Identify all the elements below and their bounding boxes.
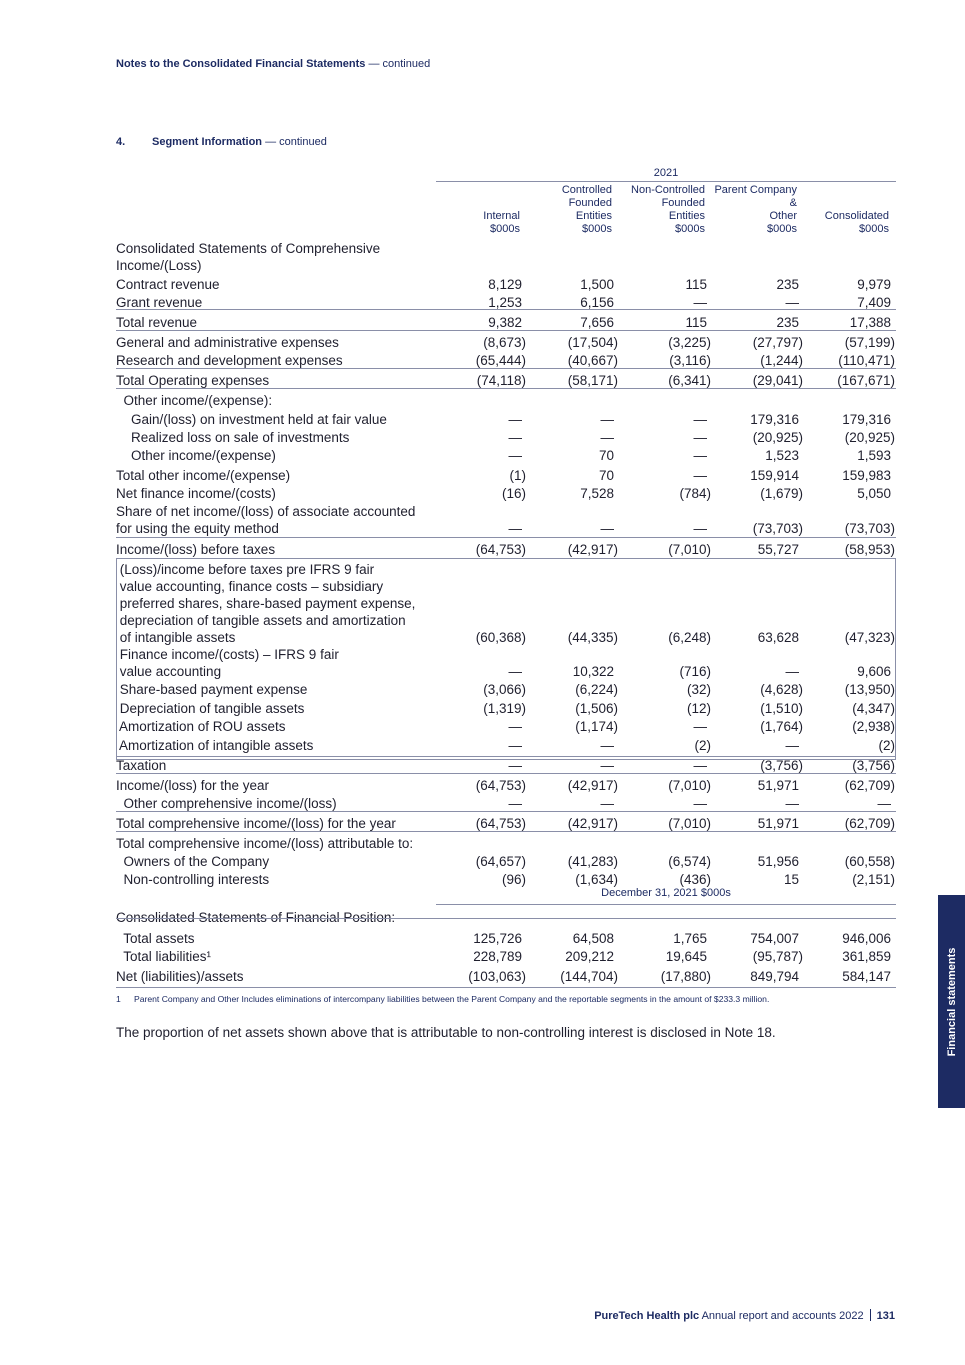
table-rule	[116, 330, 896, 331]
table-rule	[116, 537, 896, 538]
table-cell: —	[693, 295, 707, 310]
row-label: Share-based payment expense	[116, 682, 308, 697]
table-cell: 361,859	[842, 949, 891, 964]
side-tab[interactable]	[938, 895, 965, 1108]
side-tab-label: Financial statements	[945, 947, 958, 1056]
table-cell: 51,971	[757, 816, 799, 831]
table-cell: 6,156	[580, 295, 614, 310]
table-cell: 115	[685, 277, 707, 292]
table-cell: (42,917)	[567, 778, 618, 793]
table-cell: (3,066)	[483, 682, 526, 697]
table-cell: (7,010)	[668, 778, 711, 793]
table-cell: (7,010)	[668, 542, 711, 557]
running-suffix: — continued	[368, 58, 431, 70]
table-cell: (65,444)	[475, 353, 526, 368]
row-label: Net (liabilities)/assets	[116, 969, 244, 984]
section-number: 4.	[116, 136, 126, 148]
column-header: Consolidated $000s	[824, 210, 889, 235]
table-cell: (7,010)	[668, 816, 711, 831]
column-header: Controlled Founded Entities $000s	[561, 184, 612, 235]
table-cell: 179,316	[842, 412, 891, 427]
row-label: Finance income/(costs) – IFRS 9 fair value accounting	[119, 647, 339, 679]
table-cell: —	[600, 738, 614, 753]
table-cell: (17,504)	[567, 335, 618, 350]
row-label: Research and development expenses	[116, 353, 343, 368]
table-cell: (64,657)	[475, 854, 526, 869]
table-cell: (64,753)	[475, 542, 526, 557]
table-cell: 235	[776, 277, 799, 292]
year-header: 2021	[653, 167, 679, 179]
table-cell: (784)	[679, 486, 711, 501]
footer-company: PureTech Health plc	[594, 1310, 700, 1322]
table-cell: 51,971	[757, 778, 799, 793]
table-cell: —	[508, 664, 522, 679]
footer-report: Annual report and accounts 2022	[701, 1310, 864, 1322]
row-label: (Loss)/income before taxes pre IFRS 9 fair value accounting, finance costs – subsidiary preferred shares, share-based payment expense, depreciation of tangible assets and amortization of intangible assets	[119, 562, 416, 645]
table-cell: 115	[685, 315, 707, 330]
row-label: Other comprehensive income/(loss)	[116, 796, 337, 811]
row-label: Net finance income/(costs)	[116, 486, 276, 501]
table-cell: 9,382	[488, 315, 522, 330]
table-cell: (3,756)	[760, 758, 803, 773]
table-cell: (1,679)	[760, 486, 803, 501]
row-label: Total assets	[116, 931, 195, 946]
table-cell: (1,174)	[575, 719, 618, 734]
row-label: Total comprehensive income/(loss) for the year	[116, 816, 396, 831]
table-cell: (42,917)	[567, 816, 618, 831]
column-header: Non-Controlled Founded Entities $000s	[631, 184, 705, 235]
row-label: Income/(loss) for the year	[116, 778, 270, 793]
table-cell: 5,050	[857, 486, 891, 501]
row-label: Total liabilities¹	[116, 949, 212, 964]
table-cell: (17,880)	[660, 969, 711, 984]
table-cell: (1,244)	[760, 353, 803, 368]
row-label: Amortization of ROU assets	[116, 719, 286, 734]
table-cell: (6,248)	[668, 630, 711, 645]
row-label: Depreciation of tangible assets	[116, 701, 305, 716]
table-cell: 63,628	[757, 630, 799, 645]
table-cell: (2)	[694, 738, 711, 753]
table-cell: (64,753)	[475, 778, 526, 793]
table-cell: —	[600, 430, 614, 445]
table-cell: (3,756)	[852, 758, 895, 773]
row-label: Non-controlling interests	[116, 872, 270, 887]
table-cell: (12)	[686, 701, 711, 716]
row-label: Amortization of intangible assets	[116, 738, 314, 753]
table-cell: (1,764)	[760, 719, 803, 734]
row-label: Total Operating expenses	[116, 373, 270, 388]
table-rule	[116, 773, 896, 774]
table-cell: —	[785, 796, 799, 811]
table-cell: (6,574)	[668, 854, 711, 869]
table-cell: (73,703)	[752, 521, 803, 536]
table-rule	[116, 388, 896, 389]
table-cell: 754,007	[750, 931, 799, 946]
table-cell: (1,634)	[575, 872, 618, 887]
table-cell: 70	[598, 468, 614, 483]
table-rule	[116, 811, 896, 812]
running-title: Notes to the Consolidated Financial Statements	[116, 58, 366, 70]
table-cell: 159,914	[750, 468, 799, 483]
table-cell: 1,253	[488, 295, 522, 310]
table-cell: (95,787)	[752, 949, 803, 964]
section-title: Segment Information	[152, 136, 263, 148]
row-label: Income/(loss) before taxes	[116, 542, 276, 557]
table-cell: (103,063)	[468, 969, 526, 984]
table-cell: 7,409	[857, 295, 891, 310]
table-cell: —	[693, 719, 707, 734]
page-number: 131	[876, 1310, 895, 1322]
table-rule	[116, 368, 896, 369]
row-label: Other income/(expense)	[116, 448, 276, 463]
table-cell: —	[693, 468, 707, 483]
table-cell: (167,671)	[837, 373, 895, 388]
table-cell: (60,368)	[475, 630, 526, 645]
table-cell: (27,797)	[752, 335, 803, 350]
row-label: Consolidated Statements of Comprehensive Income/(Loss)	[116, 241, 381, 273]
row-label: Gain/(loss) on investment held at fair value	[116, 412, 387, 427]
table-cell: —	[508, 738, 522, 753]
section-heading	[116, 136, 327, 148]
table-cell: 159,983	[842, 468, 891, 483]
table-cell: —	[508, 412, 522, 427]
note-text: The proportion of net assets shown above that is attributable to non-controlling interest is disclosed in Note 18.	[116, 1025, 776, 1040]
table-cell: (6,224)	[575, 682, 618, 697]
table-cell: (41,283)	[567, 854, 618, 869]
table-cell: 584,147	[842, 969, 891, 984]
table-cell: (436)	[679, 872, 711, 887]
table-cell: (62,709)	[844, 816, 895, 831]
table-cell: (1)	[509, 468, 526, 483]
adjusted-measures-box	[116, 558, 896, 760]
section-suffix: — continued	[265, 136, 327, 148]
table-cell: 228,789	[473, 949, 522, 964]
row-label: Grant revenue	[116, 295, 203, 310]
table-cell: (32)	[686, 682, 711, 697]
table-cell: 7,656	[580, 315, 614, 330]
table-cell: —	[600, 412, 614, 427]
table-cell: 64,508	[572, 931, 614, 946]
row-label: Other income/(expense):	[116, 393, 273, 408]
table-cell: —	[785, 664, 799, 679]
table-cell: —	[508, 758, 522, 773]
table-cell: 51,956	[757, 854, 799, 869]
table-cell: 849,794	[750, 969, 799, 984]
row-label: Owners of the Company	[116, 854, 270, 869]
table-cell: —	[693, 521, 707, 536]
table-cell: (60,558)	[844, 854, 895, 869]
page-footer	[594, 1309, 895, 1322]
table-cell: (58,171)	[567, 373, 618, 388]
table-cell: 1,765	[673, 931, 707, 946]
table-cell: 55,727	[757, 542, 799, 557]
footnote-number: 1	[116, 994, 121, 1004]
table-cell: (3,225)	[668, 335, 711, 350]
table-cell: (16)	[501, 486, 526, 501]
row-label: Total comprehensive income/(loss) attributable to:	[116, 836, 414, 851]
table-cell: (3,116)	[669, 353, 711, 368]
footnote	[116, 994, 769, 1004]
table-cell: —	[600, 796, 614, 811]
table-cell: (44,335)	[567, 630, 618, 645]
row-label: Total revenue	[116, 315, 198, 330]
table-cell: (58,953)	[844, 542, 895, 557]
table-cell: (57,199)	[844, 335, 895, 350]
table-cell: (96)	[501, 872, 526, 887]
table-cell: (1,506)	[575, 701, 618, 716]
table-cell: (144,704)	[560, 969, 618, 984]
table-cell: 1,500	[580, 277, 614, 292]
table-cell: (42,917)	[567, 542, 618, 557]
table-cell: 70	[598, 448, 614, 463]
table-cell: —	[600, 758, 614, 773]
table-rule	[116, 831, 896, 832]
table-cell: (2,151)	[852, 872, 895, 887]
table-cell: (8,673)	[483, 335, 526, 350]
table-cell: —	[508, 448, 522, 463]
row-label: Consolidated Statements of Financial Position:	[116, 910, 396, 925]
table-cell: —	[600, 521, 614, 536]
table-cell: —	[693, 412, 707, 427]
year-rule	[436, 181, 896, 182]
table-cell: (2)	[878, 738, 895, 753]
column-header: Internal $000s	[483, 210, 520, 235]
table-cell: —	[785, 738, 799, 753]
table-cell: 179,316	[750, 412, 799, 427]
footnote-text: Parent Company and Other Includes eliminations of intercompany liabilities between the Parent Company and the reportable segments in the amount of $233.3 million.	[134, 994, 770, 1004]
row-label: General and administrative expenses	[116, 335, 339, 350]
table-cell: (47,323)	[844, 630, 895, 645]
table-cell: (110,471)	[838, 353, 895, 368]
table-cell: —	[508, 796, 522, 811]
table-cell: 209,212	[565, 949, 614, 964]
position-date-rule	[436, 904, 896, 905]
table-cell: (40,667)	[567, 353, 618, 368]
table-cell: 10,322	[572, 664, 614, 679]
table-cell: 19,645	[665, 949, 707, 964]
table-cell: —	[693, 796, 707, 811]
table-cell: —	[693, 448, 707, 463]
column-header: Parent Company & Other $000s	[714, 184, 797, 235]
table-cell: —	[508, 430, 522, 445]
table-cell: —	[785, 295, 799, 310]
position-date-header: December 31, 2021 $000s	[601, 887, 731, 899]
table-cell: (29,041)	[752, 373, 803, 388]
table-cell: —	[693, 430, 707, 445]
row-label: Total other income/(expense)	[116, 468, 291, 483]
table-cell: —	[508, 521, 522, 536]
table-cell: (6,341)	[668, 373, 711, 388]
table-cell: (74,118)	[476, 373, 526, 388]
footer-separator	[870, 1309, 871, 1321]
table-cell: —	[877, 796, 891, 811]
table-cell: (73,703)	[844, 521, 895, 536]
table-rule	[116, 309, 896, 310]
table-cell: (20,925)	[752, 430, 803, 445]
table-cell: 125,726	[473, 931, 522, 946]
table-cell: (64,753)	[475, 816, 526, 831]
row-label: Share of net income/(loss) of associate accounted for using the equity method	[116, 504, 416, 536]
table-cell: 1,523	[765, 448, 799, 463]
table-cell: (4,347)	[852, 701, 895, 716]
row-label: Contract revenue	[116, 277, 220, 292]
table-rule	[116, 987, 896, 988]
table-cell: (20,925)	[844, 430, 895, 445]
table-cell: 17,388	[849, 315, 891, 330]
table-cell: 235	[776, 315, 799, 330]
table-cell: 15	[783, 872, 799, 887]
table-cell: 1,593	[857, 448, 891, 463]
table-cell: (2,938)	[852, 719, 895, 734]
table-cell: (1,510)	[760, 701, 803, 716]
table-cell: 8,129	[488, 277, 522, 292]
table-cell: 946,006	[842, 931, 891, 946]
table-cell: 9,606	[857, 664, 891, 679]
table-rule	[116, 918, 896, 919]
table-cell: 9,979	[857, 277, 891, 292]
table-cell: —	[693, 758, 707, 773]
row-label: Realized loss on sale of investments	[116, 430, 350, 445]
table-cell: (716)	[679, 664, 711, 679]
table-cell: 7,528	[580, 486, 614, 501]
table-cell: (4,628)	[760, 682, 803, 697]
row-label: Taxation	[116, 758, 167, 773]
running-header	[116, 58, 430, 70]
table-cell: (13,950)	[844, 682, 895, 697]
table-cell: —	[508, 719, 522, 734]
table-cell: (1,319)	[483, 701, 526, 716]
table-cell: (62,709)	[844, 778, 895, 793]
